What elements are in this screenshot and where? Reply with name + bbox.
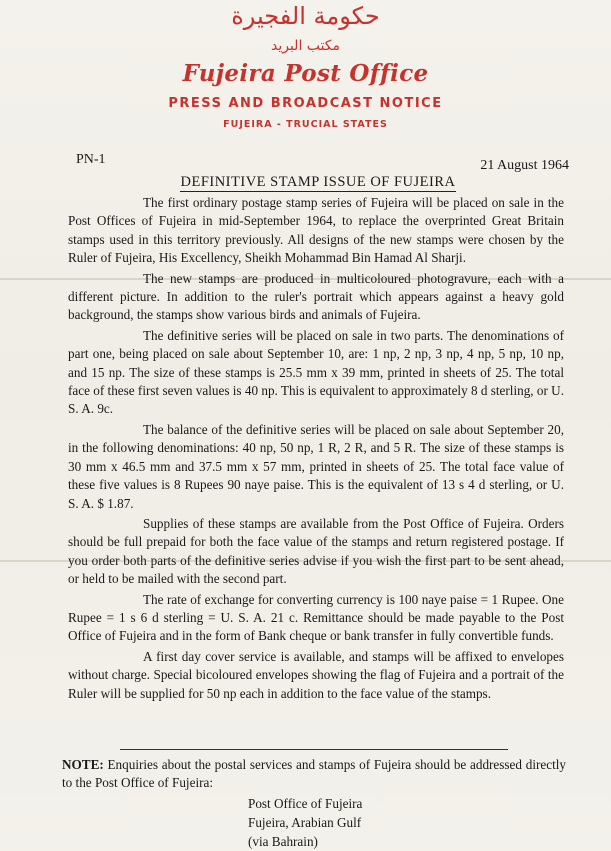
address-block [248,794,362,851]
paragraph: The balance of the definitive series will be placed on sale about September 20, in the following denominations: 40 np, 50 np, 1 R, 2 R, and 5 R. The size of these stamps is 30 mm x 46.5 mm and 37.5 mm x 57 mm, printed in sheets of 25. The total face value of these five values is 8 Rupees 90 naye paise. This is the equivalent of 13 s 4 d sterling, or U. S. A. $ 1.87. [68,421,564,511]
divider [120,749,508,750]
arabic-title: حكومة الفجيرة [231,2,380,30]
address-line: Post Office of Fujeira [248,796,363,811]
document-heading [0,174,611,191]
paragraph: Supplies of these stamps are available from the Post Office of Fujeira. Orders should be full prepaid for both the face value of the stamps and return registered postage. If you order both parts of the definitive series advise if you wish the first part to be sent ahead, or held to be mailed with the second part. [68,515,564,587]
paragraph: The new stamps are produced in multicoloured photogravure, each with a different picture. In addition to the ruler's portrait which appears against a heavy gold background, the stamps show various birds and animals of Fujeira. [68,270,564,323]
paragraph: The first ordinary postage stamp series of Fujeira will be placed on sale in the Post Offices of Fujeira in mid-September 1964, to replace the overprinted Great Britain stamps used in this territory previously. All designs of the new stamps were chosen by the Ruler of Fujeira, His Excellency, Sheikh Mohammad Bin Hamad Al Sharji. [68,195,564,266]
letterhead-location: FUJEIRA - TRUCIAL STATES [223,119,388,130]
arabic-subtitle: مكتب البريد [270,38,340,54]
note-label: NOTE: [62,757,104,772]
heading-text: DEFINITIVE STAMP ISSUE OF FUJEIRA [180,174,456,190]
office-title: Fujeira Post Office [182,60,429,87]
reference-number: PN-1 [76,152,106,167]
address-line: (via Bahrain) [248,834,318,849]
paragraph: The definitive series will be placed on sale in two parts. The denominations of part one, being placed on sale about September 10, are: 1 np, 2 np, 3 np, 4 np, 5 np, 10 np, and 15 np. The size of these stamps is 25.5 mm x 39 mm, printed in sheets of 25. The total face of these first seven values is 40 np. This is equivalent to approximately 8 d sterling, or U. S. A. 9c. [68,327,565,417]
paragraph: The rate of exchange for converting currency is 100 naye paise = 1 Rupee. One Rupee = 1 s 6 d sterling = U. S. A. 21 c. Remittance should be made payable to the Post Office of Fujeira and in the form of Bank cheque or bank transfer in fully convertible funds. [68,591,564,644]
address-line: Fujeira, Arabian Gulf [248,815,362,830]
note-text: Enquiries about the postal services and stamps of Fujeira should be addressed directly to the Post Office of Fujeira: [62,757,566,790]
paragraph: A first day cover service is available, and stamps will be affixed to envelopes without charge. Special bicoloured envelopes showing the flag of Fujeira and a portrait of the Ruler will be supplied for 50 np each in addition to the face value of the stamps. [68,648,564,701]
notice-body [68,194,564,705]
notice-date: 21 August 1964 [480,158,569,173]
notice-type: PRESS AND BROADCAST NOTICE [168,96,443,111]
note-block [62,756,566,792]
